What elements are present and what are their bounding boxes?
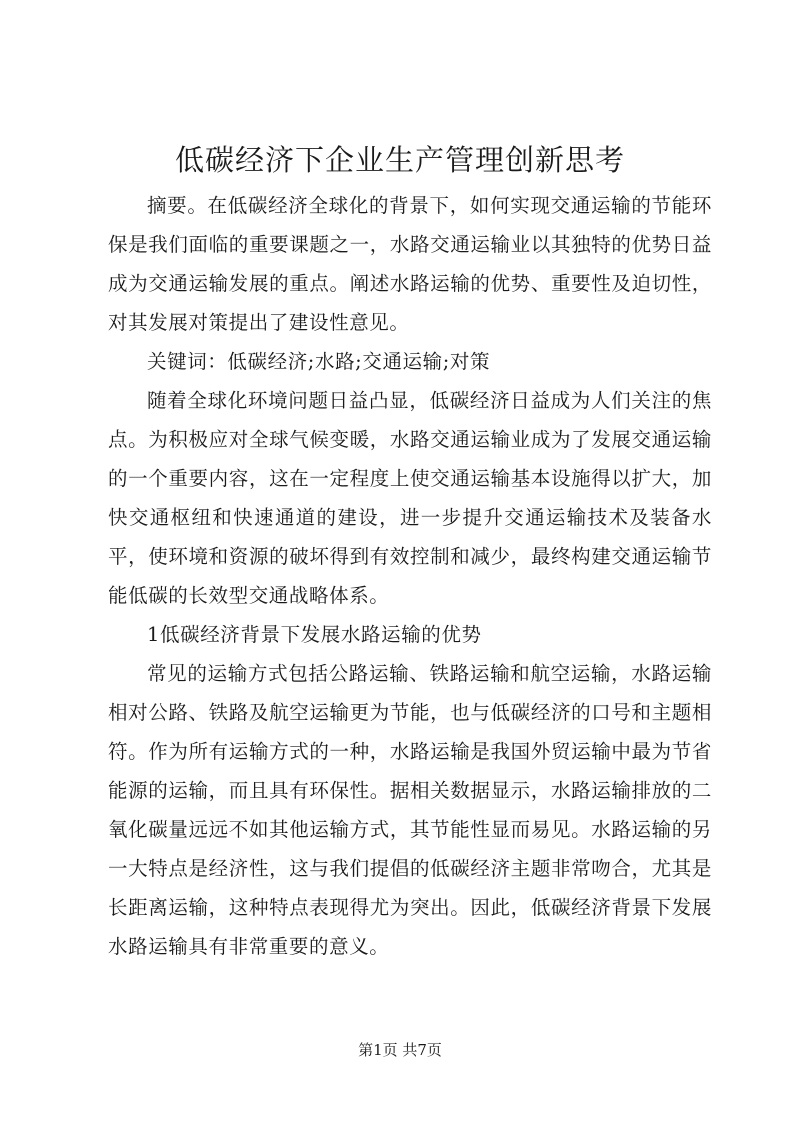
section-heading: 1低碳经济背景下发展水路运输的优势	[147, 623, 482, 646]
abstract-paragraph: 摘要。在低碳经济全球化的背景下，如何实现交通运输的节能环保是我们面临的重要课题之一，水路交通运输业以其独特的优势日益成为交通运输发展的重点。阐述水路运输的优势、重要性及迫切性，对其发展对策提出了建设性意见。	[108, 194, 712, 334]
page-footer: 第1页 共7页	[358, 1041, 442, 1059]
document-body	[108, 186, 712, 966]
section-paragraph: 常见的运输方式包括公路运输、铁路运输和航空运输，水路运输相对公路、铁路及航空运输更为节能，也与低碳经济的口号和主题相符。作为所有运输方式的一种，水路运输是我国外贸运输中最为节省能源的运输，而且具有环保性。据相关数据显示，水路运输排放的二氧化碳量远远不如其他运输方式，其节能性显而易见。水路运输的另一大特点是经济性，这与我们提倡的低碳经济主题非常吻合，尤其是长距离运输，这种特点表现得尤为突出。因此，低碳经济背景下发展水路运输具有非常重要的意义。	[108, 662, 712, 958]
document-title: 低碳经济下企业生产管理创新思考	[174, 143, 625, 177]
intro-paragraph: 随着全球化环境问题日益凸显，低碳经济日益成为人们关注的焦点。为积极应对全球气候变暖，水路交通运输业成为了发展交通运输的一个重要内容，这在一定程度上使交通运输基本设施得以扩大，加快交通枢纽和快速通道的建设，进一步提升交通运输技术及装备水平，使环境和资源的破坏得到有效控制和减少，最终构建交通运输节能低碳的长效型交通战略体系。	[108, 389, 712, 607]
keywords-paragraph: 关键词：低碳经济;水路;交通运输;对策	[147, 350, 491, 373]
